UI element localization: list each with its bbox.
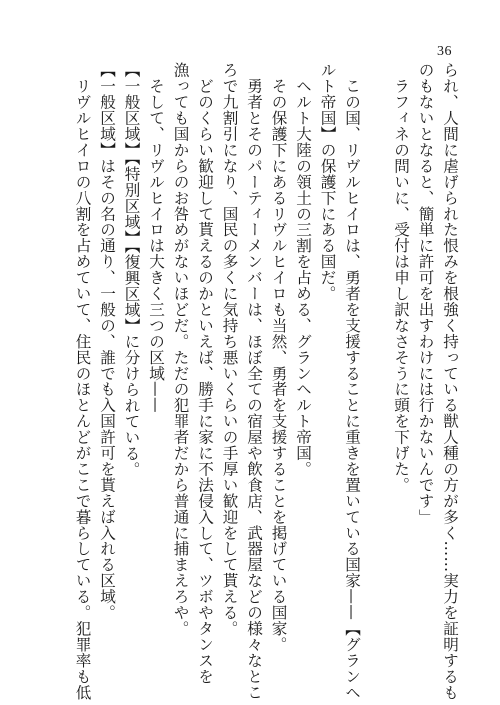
- text-column: そして、リヴルヒイロは大きく三つの区域——: [147, 62, 165, 413]
- text-column: られ、人間に虐げられた恨みを根強く持っている獣人種の方が多く……実力を証明するも: [441, 62, 459, 700]
- text-column: ろで九割引になり、国民の多くに気持ち悪いくらいの手厚い歓迎をして貰える。: [220, 62, 239, 637]
- text-column: その保護下にあるリヴルヒイロも当然、勇者を支援することを掲げている国家。: [269, 62, 288, 653]
- body-text: [32, 62, 462, 700]
- blank-column: [364, 62, 389, 662]
- text-column: 勇者とそのパーティーメンバーは、ほぼ全ての宿屋や飲食店、武器屋などの様々なとこ: [245, 62, 263, 700]
- page-number: 36: [437, 44, 452, 59]
- text-column: 【一般区域】【特別区域】【復興区域】に分けられている。: [122, 62, 141, 478]
- text-column: この国、リヴルヒイロは、勇者を支援することに重きを置いている国家——【グランヘ: [343, 62, 361, 700]
- text-column: どのくらい歓迎して貰えるのかといえば、勝手に家に不法侵入して、ツボやタンスを: [196, 62, 214, 685]
- text-column: 【一般区域】はその名の通り、一般の、誰でも入国許可を貰えば入れる区域。: [98, 62, 116, 621]
- text-column: のもないとなると、簡単に許可を出すわけには行かないんです」: [416, 62, 435, 525]
- text-column: ラフィネの問いに、受付は申し訳なさそうに頭を下げた。: [392, 62, 410, 493]
- text-column: ヘルト大陸の領土の三割を占める、グランヘルト帝国。: [294, 62, 312, 477]
- text-column: ルト帝国】の保護下にある国だ。: [318, 62, 337, 302]
- text-column: 漁っても国からのお咎めがないほどだ。ただの犯罪者だから普通に捕まえろや。: [171, 62, 190, 637]
- text-column: リヴルヒイロの八割を占めていて、住民のほとんどがここで暮らしている。犯罪率も低: [73, 62, 92, 700]
